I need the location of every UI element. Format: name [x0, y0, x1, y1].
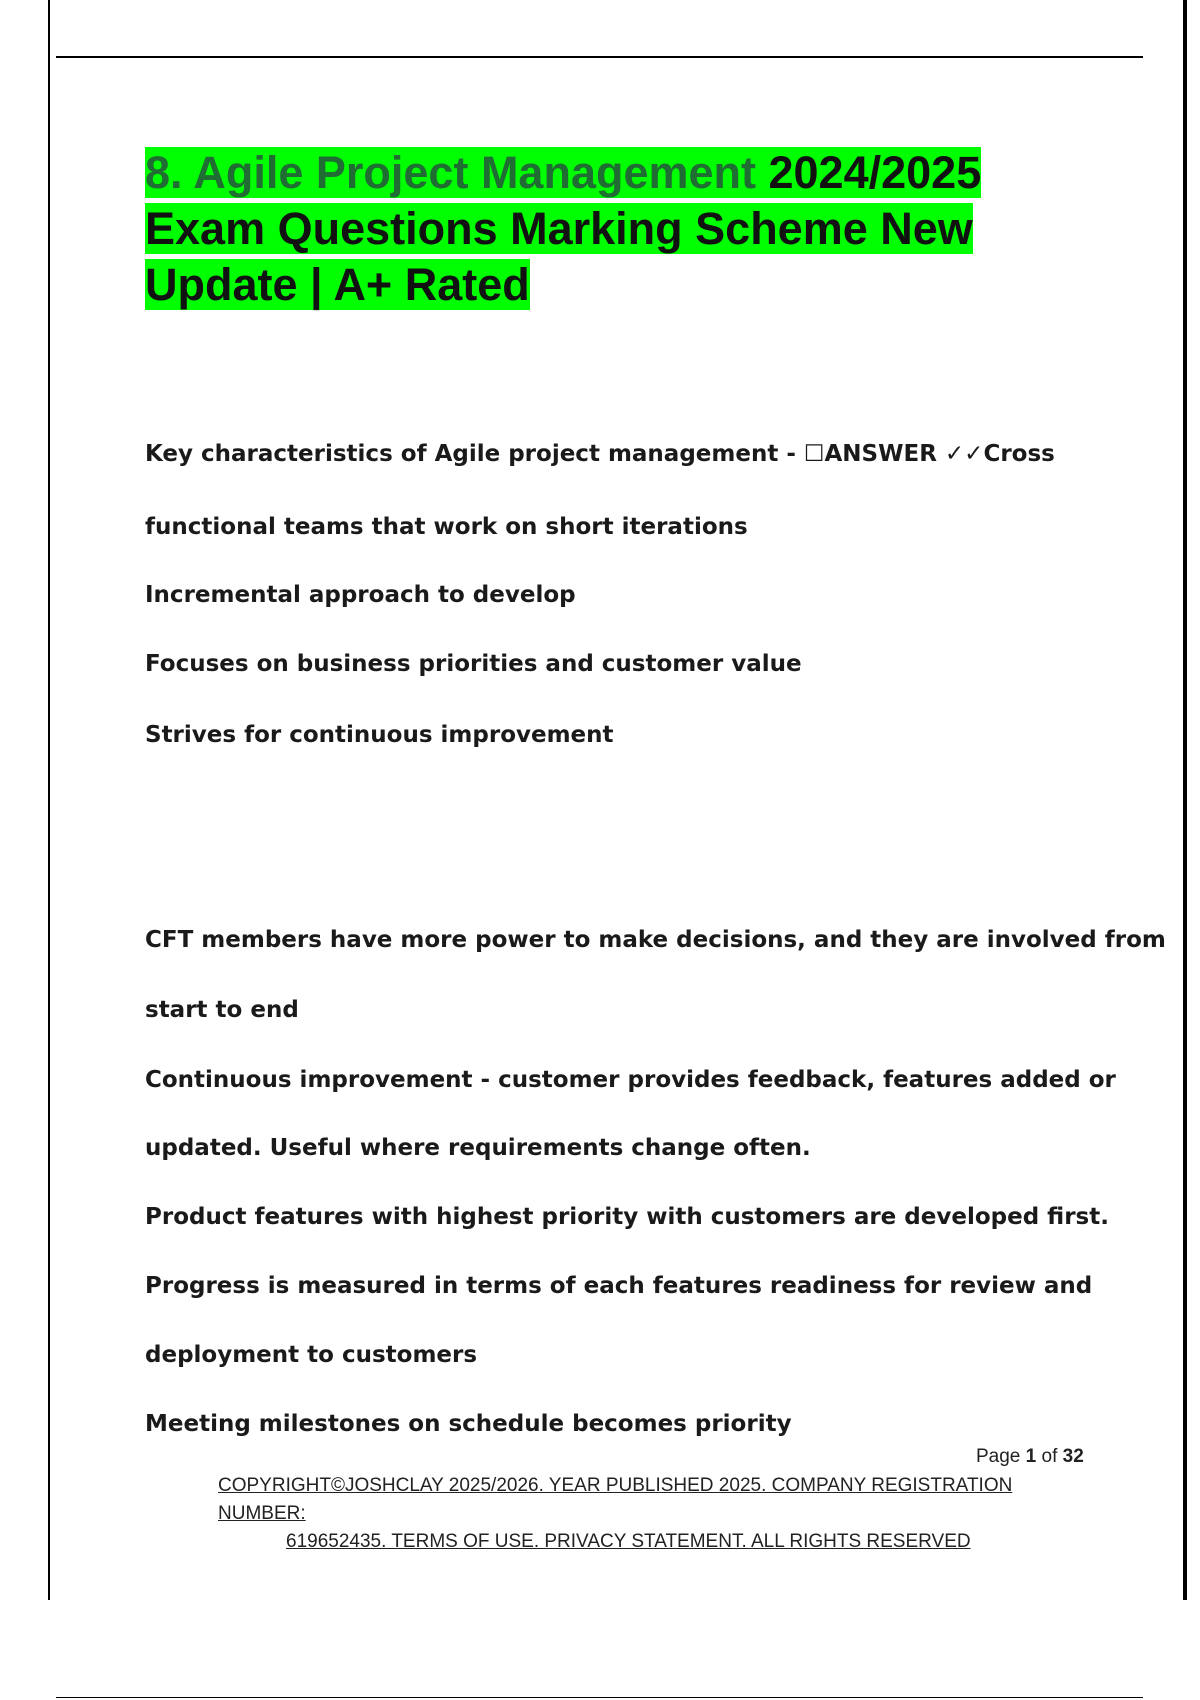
current-page: 1	[1025, 1446, 1037, 1467]
total-pages: 32	[1062, 1446, 1084, 1467]
title-year: 2024/2025	[756, 147, 982, 198]
page-left-edge	[48, 0, 50, 1600]
text-line: start to end	[145, 997, 299, 1023]
copyright-notice	[218, 1472, 1088, 1556]
document-title	[145, 145, 1045, 313]
title-topic: 8. Agile Project Management	[145, 147, 756, 198]
copyright-line-2: 619652435. TERMS OF USE. PRIVACY STATEMENT. ALL RIGHTS RESERVED	[286, 1531, 971, 1552]
text-line: Key characteristics of Agile project management - ☐ANSWER ✓✓Cross	[145, 441, 1055, 467]
header-rule	[56, 56, 1143, 58]
title-line-2: Exam Questions Marking Scheme New	[145, 203, 973, 254]
bottom-rule	[56, 1697, 1143, 1698]
page-number: Page 1 of 32	[976, 1446, 1084, 1467]
text-line: updated. Useful where requirements change often.	[145, 1135, 811, 1161]
title-line-1	[145, 147, 981, 198]
text-line: Strives for continuous improvement	[145, 722, 614, 748]
text-line: Meeting milestones on schedule becomes priority	[145, 1411, 792, 1437]
text-line: CFT members have more power to make decisions, and they are involved from	[145, 927, 1166, 953]
text-line: deployment to customers	[145, 1342, 478, 1368]
text-line: Incremental approach to develop	[145, 582, 576, 608]
text-line: functional teams that work on short iterations	[145, 514, 748, 540]
title-line-3: Update | A+ Rated	[145, 259, 530, 310]
page-right-edge	[1183, 0, 1187, 1600]
text-line: Product features with highest priority with customers are developed first.	[145, 1204, 1109, 1230]
copyright-line-1: COPYRIGHT©JOSHCLAY 2025/2026. YEAR PUBLISHED 2025. COMPANY REGISTRATION NUMBER:	[218, 1475, 1013, 1524]
text-line: Progress is measured in terms of each features readiness for review and	[145, 1273, 1093, 1299]
text-line: Continuous improvement - customer provides feedback, features added or	[145, 1067, 1116, 1093]
text-line: Focuses on business priorities and customer value	[145, 651, 802, 677]
